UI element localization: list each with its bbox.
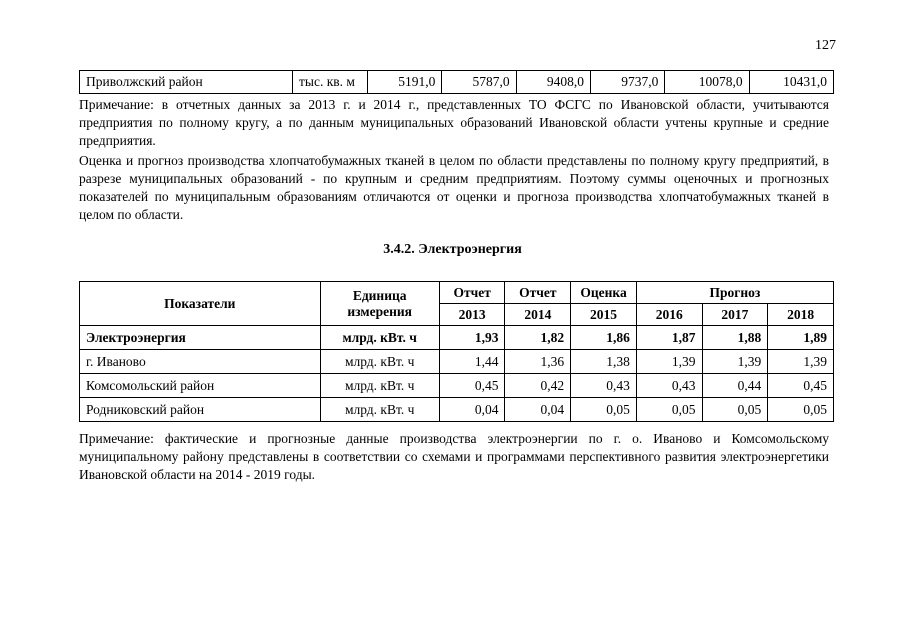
value-cell: 0,44 bbox=[702, 374, 768, 398]
header-unit: Единица измерения bbox=[320, 282, 439, 326]
header-report: Отчет bbox=[439, 282, 505, 304]
value-cell: 0,04 bbox=[505, 398, 571, 422]
row-name: Приволжский район bbox=[80, 71, 293, 94]
value-cell: 5191,0 bbox=[368, 71, 442, 94]
header-year: 2014 bbox=[505, 304, 571, 326]
header-year: 2015 bbox=[571, 304, 637, 326]
table-row bbox=[80, 398, 834, 422]
row-name: Родниковский район bbox=[80, 398, 321, 422]
value-cell: 1,36 bbox=[505, 350, 571, 374]
value-cell: 9737,0 bbox=[590, 71, 664, 94]
row-unit: млрд. кВт. ч bbox=[320, 326, 439, 350]
row-unit: тыс. кв. м bbox=[293, 71, 368, 94]
value-cell: 5787,0 bbox=[442, 71, 516, 94]
row-name: Электроэнергия bbox=[80, 326, 321, 350]
table-row bbox=[80, 350, 834, 374]
value-cell: 1,93 bbox=[439, 326, 505, 350]
value-cell: 0,05 bbox=[768, 398, 834, 422]
header-report: Отчет bbox=[505, 282, 571, 304]
value-cell: 0,45 bbox=[439, 374, 505, 398]
value-cell: 1,88 bbox=[702, 326, 768, 350]
value-cell: 0,05 bbox=[636, 398, 702, 422]
note-paragraph: Примечание: фактические и прогнозные данные производства электроэнергии по г. о. Иваново и Комсомольскому муниципальному району представлены в соответствии со схемами и программами перспективного развития электроэнергетики Ивановской области на 2014 - 2019 годы. bbox=[79, 431, 829, 482]
value-cell: 1,39 bbox=[702, 350, 768, 374]
value-cell: 1,38 bbox=[571, 350, 637, 374]
value-cell: 0,05 bbox=[571, 398, 637, 422]
table-row bbox=[80, 374, 834, 398]
body-paragraph: Оценка и прогноз производства хлопчатобумажных тканей в целом по области представлены по полному кругу предприятий, в разрезе муниципальных образований - по крупным и средним предприятиям. Поэтому суммы оценочных и прогнозных показателей по муниципальным образованиям отличаются от оценки и прогноза производства хлопчатобумажных тканей в целом по области. bbox=[79, 153, 829, 222]
row-unit: млрд. кВт. ч bbox=[320, 374, 439, 398]
value-cell: 0,45 bbox=[768, 374, 834, 398]
electricity-table bbox=[79, 281, 834, 422]
table-row bbox=[80, 71, 834, 94]
value-cell: 0,43 bbox=[571, 374, 637, 398]
value-cell: 10078,0 bbox=[665, 71, 749, 94]
value-cell: 1,39 bbox=[768, 350, 834, 374]
header-year: 2013 bbox=[439, 304, 505, 326]
header-indicator: Показатели bbox=[80, 282, 321, 326]
header-year: 2018 bbox=[768, 304, 834, 326]
value-cell: 0,43 bbox=[636, 374, 702, 398]
header-forecast: Прогноз bbox=[636, 282, 833, 304]
section-title: 3.4.2. Электроэнергия bbox=[383, 242, 522, 257]
header-estimate: Оценка bbox=[571, 282, 637, 304]
value-cell: 1,82 bbox=[505, 326, 571, 350]
value-cell: 10431,0 bbox=[749, 71, 833, 94]
production-table-fragment bbox=[79, 70, 834, 94]
header-row bbox=[80, 282, 834, 304]
value-cell: 0,42 bbox=[505, 374, 571, 398]
row-unit: млрд. кВт. ч bbox=[320, 350, 439, 374]
row-name: Комсомольский район bbox=[80, 374, 321, 398]
table-row-total bbox=[80, 326, 834, 350]
value-cell: 0,05 bbox=[702, 398, 768, 422]
value-cell: 1,89 bbox=[768, 326, 834, 350]
value-cell: 1,44 bbox=[439, 350, 505, 374]
note-paragraph: Примечание: в отчетных данных за 2013 г. и 2014 г., представленных ТО ФСГС по Ивановской области, учитываются предприятия по полному кругу, а по данным муниципальных образований Ивановской области учтены крупные и средние предприятия. bbox=[79, 97, 829, 148]
header-year: 2017 bbox=[702, 304, 768, 326]
row-name: г. Иваново bbox=[80, 350, 321, 374]
value-cell: 9408,0 bbox=[516, 71, 590, 94]
value-cell: 0,04 bbox=[439, 398, 505, 422]
value-cell: 1,87 bbox=[636, 326, 702, 350]
value-cell: 1,39 bbox=[636, 350, 702, 374]
row-unit: млрд. кВт. ч bbox=[320, 398, 439, 422]
header-year: 2016 bbox=[636, 304, 702, 326]
page-number: 127 bbox=[815, 38, 836, 53]
value-cell: 1,86 bbox=[571, 326, 637, 350]
